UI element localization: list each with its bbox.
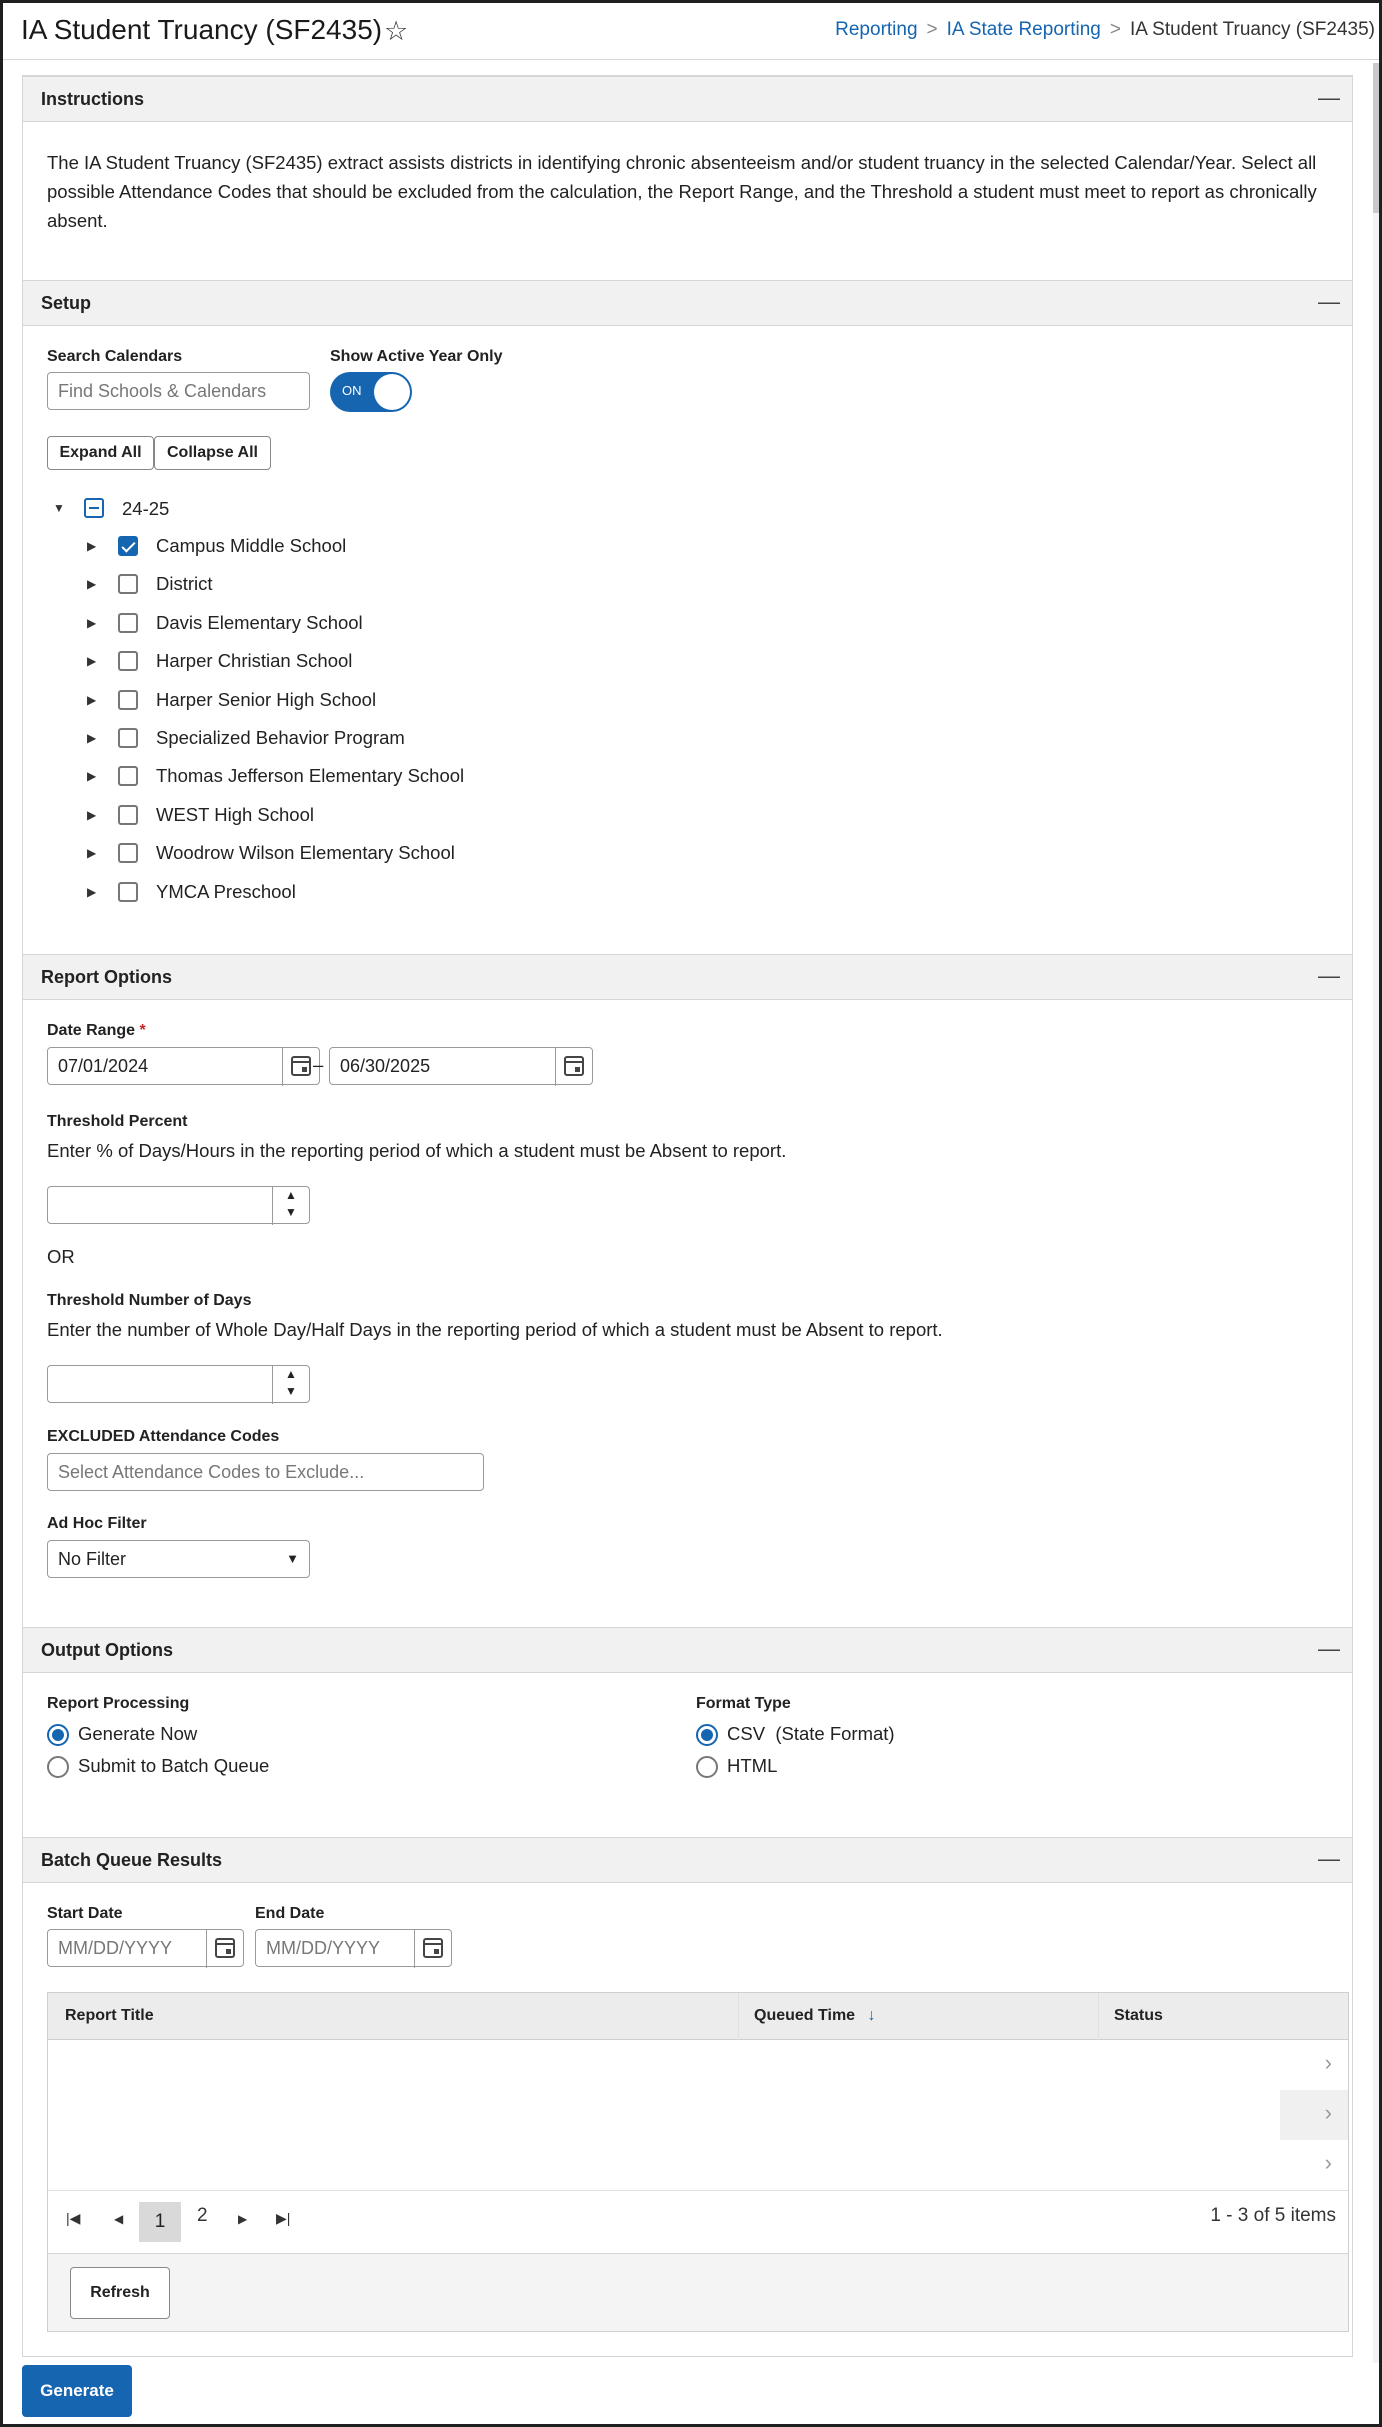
calendar-label: Specialized Behavior Program [156, 727, 405, 748]
search-calendars-label: Search Calendars [47, 348, 183, 365]
calendar-tree-item[interactable] [23, 878, 543, 908]
caret-right-icon[interactable]: ▶ [87, 654, 97, 669]
calendar-tree-item[interactable] [23, 762, 543, 792]
batch-results-grid [47, 1992, 1349, 2332]
calendar-label: WEST High School [156, 803, 314, 825]
instructions-text: The IA Student Truancy (SF2435) extract assists districts in identifying chronic absenteeism and/or student truancy in the selected Calendar/Year. Select all possible Attendance Codes that should be excluded from the calculation, the Report Range, and the Threshold a student must meet to report as chronically absent. [47, 152, 1317, 231]
calendar-label: Harper Senior High School [156, 688, 377, 710]
grid-body [48, 2040, 1348, 2190]
threshold-days-input[interactable] [47, 1365, 310, 1403]
calendar-label: Harper Christian School [156, 650, 353, 672]
generate-button[interactable]: Generate [22, 2365, 132, 2417]
csv-radio[interactable] [696, 1724, 718, 1746]
row-expand-chevron-icon[interactable]: › [1324, 2050, 1332, 2075]
calendar-icon [291, 1056, 311, 1076]
adhoc-label: Ad Hoc Filter [47, 1515, 147, 1532]
toggle-knob [374, 374, 410, 410]
chevron-right-icon: > [1109, 19, 1121, 40]
dropdown-arrow-icon: ▼ [286, 1551, 299, 1566]
calendar-tree-item[interactable] [23, 724, 543, 754]
chevron-right-icon: > [926, 19, 938, 40]
tree-year-row[interactable] [23, 494, 423, 524]
caret-right-icon[interactable]: ▶ [87, 577, 97, 592]
start-date-input[interactable]: 07/01/2024 [47, 1047, 320, 1085]
caret-right-icon[interactable]: ▶ [87, 539, 97, 553]
report-options-header[interactable] [23, 954, 1352, 1000]
calendar-label: Davis Elementary School [156, 611, 363, 633]
batch-start-input[interactable]: MM/DD/YYYY [47, 1929, 244, 1967]
calendar-icon [423, 1938, 443, 1958]
row-expand-chevron-icon[interactable]: › [1324, 2150, 1332, 2175]
calendar-checkbox[interactable] [118, 766, 138, 786]
last-page-icon[interactable]: ▶| [276, 2210, 291, 2226]
instructions-header[interactable] [23, 76, 1352, 122]
scrollbar-thumb[interactable] [1373, 63, 1379, 213]
col-status[interactable]: Status [1114, 2007, 1163, 2024]
col-report-title[interactable]: Report Title [65, 2007, 154, 2024]
calendar-label: District [156, 573, 213, 595]
expand-all-button[interactable]: Expand All [47, 436, 154, 470]
section-title: Setup [41, 293, 92, 313]
excluded-codes-input[interactable]: Select Attendance Codes to Exclude... [47, 1453, 484, 1491]
col-queued-time[interactable]: Queued Time ↓ [754, 2007, 876, 2024]
calendar-checkbox[interactable] [118, 651, 138, 671]
active-year-label: Show Active Year Only [330, 348, 503, 365]
batch-start-picker[interactable] [206, 1930, 243, 1968]
threshold-percent-help: Enter % of Days/Hours in the reporting period of which a student must be Absent to report. [47, 1140, 787, 1161]
threshold-days-help: Enter the number of Whole Day/Half Days in the reporting period of which a student must be Absent to report. [47, 1319, 943, 1340]
collapse-icon[interactable]: — [1318, 963, 1340, 988]
stepper-icon[interactable]: ▲ ▼ [272, 1366, 309, 1404]
section-title: Instructions [41, 89, 145, 109]
grid-header [48, 1993, 1348, 2040]
caret-right-icon[interactable]: ▶ [87, 846, 97, 861]
first-page-icon[interactable]: |◀ [66, 2210, 81, 2226]
calendar-tree-item[interactable] [23, 801, 543, 831]
calendar-label: Thomas Jefferson Elementary School [156, 765, 465, 787]
calendar-checkbox[interactable] [118, 574, 138, 594]
favorite-star-icon[interactable]: ☆ [384, 16, 409, 46]
top-bar [3, 3, 1379, 60]
prev-page-icon[interactable]: ◀ [114, 2212, 124, 2226]
sort-arrow-icon: ↓ [867, 2007, 876, 2024]
threshold-percent-label: Threshold Percent [47, 1113, 188, 1130]
calendar-tree-item[interactable] [23, 609, 543, 639]
threshold-days-label: Threshold Number of Days [47, 1292, 252, 1309]
section-title: Report Options [41, 967, 172, 987]
breadcrumb-ia-state-reporting[interactable]: IA State Reporting [946, 19, 1101, 40]
batch-end-picker[interactable] [414, 1930, 451, 1968]
calendar-tree-item[interactable] [23, 570, 543, 600]
caret-down-icon[interactable]: ▼ [53, 501, 65, 515]
collapse-icon[interactable]: — [1318, 1846, 1340, 1871]
collapse-icon[interactable]: — [1318, 1636, 1340, 1661]
stepper-icon[interactable]: ▲ ▼ [272, 1187, 309, 1225]
collapse-icon[interactable]: — [1318, 289, 1340, 314]
range-dash: – [313, 1054, 324, 1075]
end-date-input[interactable]: 06/30/2025 [329, 1047, 593, 1085]
year-checkbox[interactable] [84, 498, 104, 518]
caret-right-icon[interactable]: ▶ [87, 731, 97, 745]
breadcrumb [835, 19, 1375, 41]
items-count: 1 - 3 of 5 items [1210, 2205, 1336, 2226]
html-radio[interactable] [696, 1756, 718, 1778]
threshold-percent-input[interactable] [47, 1186, 310, 1224]
calendar-label: Woodrow Wilson Elementary School [156, 842, 455, 864]
active-year-toggle[interactable] [330, 372, 412, 412]
calendar-tree-item[interactable] [23, 647, 543, 677]
batch-end-input[interactable]: MM/DD/YYYY [255, 1929, 452, 1967]
calendar-checkbox[interactable] [118, 882, 138, 902]
calendar-checkbox[interactable] [118, 536, 138, 556]
batch-end-label: End Date [255, 1905, 325, 1922]
excluded-codes-label: EXCLUDED Attendance Codes [47, 1428, 280, 1445]
calendar-checkbox[interactable] [118, 613, 138, 633]
calendar-label: Campus Middle School [156, 535, 347, 556]
setup-header[interactable] [23, 280, 1352, 326]
caret-right-icon[interactable]: ▶ [87, 615, 97, 630]
year-label: 24-25 [122, 498, 170, 519]
row-expand-chevron-icon: › [1324, 2100, 1332, 2125]
pagination [48, 2190, 1348, 2254]
batch-queue-radio[interactable] [47, 1756, 69, 1778]
processing-label: Report Processing [47, 1695, 190, 1712]
scrollbar-track[interactable] [1373, 63, 1379, 2363]
next-page-icon[interactable]: ▶ [238, 2212, 248, 2226]
page-2[interactable]: 2 [197, 2205, 208, 2226]
caret-right-icon[interactable]: ▶ [87, 692, 97, 707]
breadcrumb-reporting[interactable]: Reporting [835, 19, 918, 40]
calendar-checkbox[interactable] [118, 728, 138, 748]
row-hover-cell[interactable] [1280, 2090, 1348, 2140]
calendar-tree-item[interactable] [23, 686, 543, 716]
html-label[interactable]: HTML [727, 1755, 778, 1776]
calendar-tree-item[interactable] [23, 532, 543, 562]
generate-now-radio[interactable] [47, 1724, 69, 1746]
adhoc-select[interactable]: No Filter ▼ [47, 1540, 310, 1578]
search-calendars-input[interactable]: Find Schools & Calendars [47, 372, 310, 410]
caret-right-icon[interactable]: ▶ [87, 807, 97, 822]
toggle-state: ON [342, 383, 362, 398]
calendar-checkbox[interactable] [118, 690, 138, 710]
output-options-header[interactable] [23, 1627, 1352, 1673]
calendar-icon [564, 1056, 584, 1076]
csv-label[interactable]: CSV (State Format) [727, 1723, 895, 1744]
calendar-label: YMCA Preschool [156, 880, 296, 902]
batch-queue-label[interactable]: Submit to Batch Queue [78, 1755, 270, 1776]
page-title: IA Student Truancy (SF2435) [21, 14, 383, 45]
generate-now-label[interactable]: Generate Now [78, 1723, 198, 1744]
calendar-checkbox[interactable] [118, 805, 138, 825]
calendar-tree-item[interactable] [23, 839, 543, 869]
collapse-all-button[interactable]: Collapse All [154, 436, 271, 470]
date-range-label: Date Range * [47, 1022, 146, 1039]
collapse-icon[interactable]: — [1318, 85, 1340, 110]
or-text: OR [47, 1246, 75, 1267]
refresh-button[interactable]: Refresh [70, 2267, 170, 2319]
section-title: Batch Queue Results [41, 1850, 223, 1870]
required-mark: * [139, 1022, 146, 1039]
batch-queue-header[interactable] [23, 1837, 1352, 1883]
calendar-checkbox[interactable] [118, 843, 138, 863]
main-panel [22, 75, 1353, 2357]
end-date-picker[interactable] [555, 1048, 592, 1086]
format-label: Format Type [696, 1695, 791, 1712]
page-1[interactable]: 1 [139, 2202, 181, 2242]
calendar-icon [215, 1938, 235, 1958]
breadcrumb-current: IA Student Truancy (SF2435) [1129, 19, 1375, 40]
batch-start-label: Start Date [47, 1905, 123, 1922]
section-title: Output Options [41, 1640, 173, 1660]
caret-right-icon[interactable]: ▶ [87, 884, 97, 899]
caret-right-icon[interactable]: ▶ [87, 769, 97, 784]
